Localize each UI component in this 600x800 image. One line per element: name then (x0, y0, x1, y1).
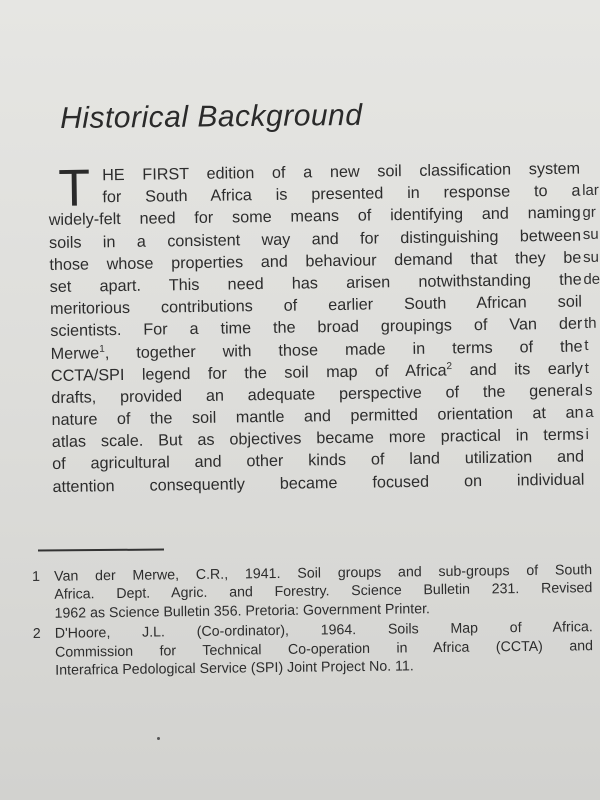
body-paragraph (48, 158, 585, 498)
column-fragment: a (585, 403, 594, 421)
footnote-line: Interafrica Pedological Service (SPI) Joint Project No. 11. (55, 658, 414, 679)
footnote-divider (38, 549, 164, 552)
column-fragment: su (582, 248, 600, 266)
footnote-number: 2 (32, 626, 41, 643)
column-fragment (584, 290, 600, 313)
column-fragment: s (584, 381, 593, 399)
column-fragment: lar (582, 181, 599, 199)
body-line: those whose properties and behaviour demand that they be (49, 248, 582, 274)
body-line: nature of the soil mantle and permitted orientation at an (51, 403, 584, 430)
body-line: HE FIRST edition of a new soil classification system (102, 159, 581, 185)
body-line: soils in a consistent way and for distinguishing between (48, 226, 582, 252)
column-fragment: t (584, 337, 589, 355)
column-fragment: su (582, 226, 599, 244)
body-text-fragment: Merwe (50, 343, 100, 363)
body-line: meritorious contributions of earlier South African soil (49, 292, 583, 319)
body-text-fragment: CCTA/SPI legend for the soil map of Africa (50, 361, 447, 385)
footnote-line: Africa. Dept. Agric. and Forestry. Science Bulletin 231. Revised (54, 580, 593, 604)
column-fragment: th (583, 314, 597, 333)
body-text-fragment: , together with those made in terms of the (104, 337, 583, 362)
footnote-number: 1 (32, 568, 41, 585)
paper-speck (157, 737, 160, 740)
body-line: drafts, provided an adequate perspective of the general (51, 381, 584, 407)
footnote-ref-2: 2 (446, 360, 453, 372)
body-line: attention consequently became focused on individual (52, 470, 585, 496)
body-text-fragment: and its early (452, 359, 584, 380)
footnote-line: Commission for Technical Co-operation in Africa (CCTA) and (54, 637, 594, 661)
footnotes (32, 561, 593, 682)
page-title: Historical Background (60, 98, 363, 136)
drop-cap: T (57, 159, 91, 218)
footnote-ref-1: 1 (99, 343, 105, 355)
next-column-fragments (582, 179, 600, 446)
body-line: scientists. For a time the broad groupings of Van der (50, 314, 583, 341)
footnote-line: 1962 as Science Bulletin 356. Pretoria: Government Printer. (54, 600, 431, 622)
body-line: atlas scale. But as objectives became more practical in terms (51, 425, 584, 452)
footnote-line: D'Hoore, J.L. (Co-ordinator), 1964. Soils Map of Africa. (54, 619, 593, 642)
column-fragment: gr (582, 203, 596, 222)
footnote-2 (33, 618, 594, 680)
body-line: of agricultural and other kinds of land utilization and (52, 447, 585, 474)
column-fragment: i (585, 425, 590, 444)
body-line: for South Africa is presented in response to a (102, 181, 581, 207)
column-fragment: de (583, 270, 600, 288)
body-line: set apart. This need has arisen notwithstanding the (49, 270, 582, 296)
body-line: widely-felt need for some means of identifying and naming (48, 203, 581, 230)
footnote-line: Van der Merwe, C.R., 1941. Soil groups and sub-groups of South (54, 562, 593, 585)
footnote-1 (32, 561, 593, 623)
column-fragment: t (584, 359, 589, 377)
